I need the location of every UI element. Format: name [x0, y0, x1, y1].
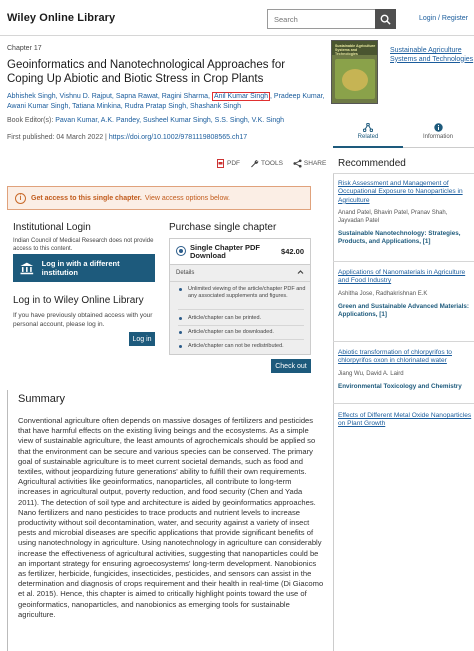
different-institution-button[interactable] [13, 254, 155, 282]
recommended-title[interactable]: Applications of Nanomaterials in Agriculture and Food Industry [338, 269, 466, 285]
doi-link[interactable]: https://doi.org/10.1002/9781119808565.ch17 [108, 134, 248, 141]
warning-icon: i [15, 193, 26, 204]
institutional-login-text: Indian Council of Medical Research does not provide access to this content. [13, 238, 154, 252]
author-list [7, 92, 325, 112]
pdf-icon [217, 159, 225, 168]
recommended-source[interactable]: Green and Sustainable Advanced Materials: Applications, [1] [338, 302, 469, 318]
summary-heading: Summary [18, 393, 66, 405]
site-header [0, 0, 474, 36]
tab-information[interactable] [403, 118, 473, 148]
book-cover-image[interactable] [331, 40, 378, 104]
recommended-source[interactable]: Sustainable Nanotechnology: Strategies, Products, and Applications, [1] [338, 230, 461, 246]
wrench-icon [250, 159, 259, 168]
detail-text: Unlimited viewing of the article/chapter PDF and any associated supplements and figures. [188, 286, 306, 299]
detail-text: Article/chapter can be printed. [188, 315, 262, 321]
recommended-title[interactable]: Risk Assessment and Management of Occupational Exposure to Nanoparticles in Agriculture [338, 180, 463, 204]
detail-item [188, 286, 306, 300]
detail-text: Article/chapter can not be redistributed. [188, 343, 284, 349]
chapter-number: Chapter 17 [7, 45, 42, 52]
details-panel [170, 265, 310, 354]
tab-related[interactable] [333, 118, 403, 148]
search-box [267, 9, 396, 29]
purchase-heading: Purchase single chapter [169, 222, 277, 233]
recommended-item [338, 180, 474, 246]
sidebar-tabs [333, 118, 474, 148]
author-links[interactable]: Abhishek Singh, Vishnu D. Rajput, Sapna Rawat, Ragini Sharma, [7, 93, 212, 100]
recommended-title[interactable]: Effects of Different Metal Oxide Nanoparticles on Plant Growth [338, 412, 472, 428]
pdf-button[interactable] [217, 159, 240, 168]
tab-related-label: Related [357, 134, 379, 140]
network-icon [363, 123, 373, 132]
different-institution-label: Log in with a different institution [41, 259, 120, 277]
institution-icon [20, 262, 34, 275]
highlighted-author[interactable]: Anil Kumar Singh [213, 93, 269, 100]
search-input[interactable] [268, 10, 376, 28]
access-banner [7, 186, 311, 210]
site-logo[interactable]: Wiley Online Library [7, 12, 116, 24]
tools-button[interactable] [250, 159, 283, 168]
login-register-link[interactable]: Login / Register [418, 15, 468, 22]
detail-item [188, 329, 306, 336]
detail-item [188, 343, 306, 350]
pdf-label: PDF [227, 160, 240, 167]
book-cover-title: Sustainable Agriculture Systems and Technologies [335, 44, 376, 57]
recommended-authors: Anand Patel, Bhavin Patel, Pranav Shah, Jayvadan Patel [338, 210, 448, 225]
recommended-list [333, 173, 474, 651]
chapter-title: Geoinformatics and Nanotechnological Approaches for Coping Up Abiotic and Biotic Stress in Crop Plants [7, 59, 286, 85]
article-tools [217, 159, 326, 168]
option-price: $42.00 [281, 247, 304, 256]
share-icon [293, 159, 302, 168]
purchase-option[interactable] [170, 239, 310, 265]
recommended-title[interactable]: Abiotic transformation of chlorpyrifos to chlorpyrifos oxon in chlorinated water [338, 349, 452, 365]
checkout-button[interactable]: Check out [271, 359, 311, 373]
summary-section [7, 390, 327, 651]
recommended-item [338, 269, 474, 319]
access-message: Get access to this single chapter. [31, 194, 142, 202]
log-in-button[interactable]: Log in [129, 332, 155, 346]
first-published: First published: 04 March 2022 [7, 134, 104, 141]
institutional-login-heading: Institutional Login [13, 222, 91, 233]
recommended-authors: Ashitha Jose, Radhakrishnan E.K [338, 290, 428, 297]
detail-text: Article/chapter can be downloaded. [188, 329, 274, 335]
publication-info: First published: 04 March 2022 | https://doi.org/10.1002/9781119808565.ch17 [7, 134, 248, 141]
info-icon [434, 123, 443, 132]
wol-login-text: If you have previously obtained access with your personal account, please log in. [13, 312, 153, 328]
wol-login-heading: Log in to Wiley Online Library [13, 295, 144, 306]
recommended-item [338, 412, 474, 429]
chevron-up-icon[interactable] [297, 269, 304, 275]
option-name: Single Chapter PDF Download [190, 243, 261, 260]
editor-links[interactable]: Pavan Kumar, A.K. Pandey, Susheel Kumar Singh, S.S. Singh, V.K. Singh [55, 117, 285, 124]
recommended-authors: Jiang Wu, David A. Laird [338, 370, 404, 377]
share-label: SHARE [303, 160, 327, 167]
recommended-heading: Recommended [338, 158, 406, 169]
search-button[interactable] [375, 9, 396, 29]
book-editors [7, 117, 284, 124]
details-toggle[interactable]: Details [176, 270, 195, 276]
access-options-link[interactable]: View access options below. [144, 194, 230, 202]
recommended-item [338, 349, 474, 391]
author-links-rest[interactable]: , Pradeep Kumar, Awani Kumar Singh, Tatiana Minkina, Rudra Pratap Singh, Shashank Singh [7, 93, 325, 110]
share-button[interactable] [293, 159, 326, 168]
summary-text: Conventional agriculture often depends on massive dosages of fertilizers and pesticides that have harmful effects on the existing living beings and the ecosystems. As a simple view of sustainable agriculture, the least amounts of agrochemicals should be applied so that the environment can be secure and various species can be conserved. The primary goal of sustainable agriculture is to meet current societal demands, such as food and textiles, without jeopardizing future generations' ability to fulfill their own requirements. Agricultural activities like geoinformatics, nanoparticles, all contribute to long-term increases in agricultural output, poverty reduction, and food security (Chen and Yada 2011). The detection of soil type and architecture is aided by geoinformatics approaches. Nano fertilizers and nano pesticides to trace products and nutrient levels to increase productivity without soil decontamination, water, and security against a variety of insect pests and microbial diseases are specific applications that provide significant benefits of using nanotechnology in agriculture. Using nanotechnology in agriculture can considerably increase the effectiveness of agricultural activities, suggesting that nanoparticles could be an important strategy for ensuring agroecosystems' long-term development. Nanobionics as fertilizer, herbicide, fungicides, insecticides, pesticides, and sensors can assist in the determination and diagnosis of crops requirement and their health in real-time (Di Giacomo et al. 2015). Hence, this chapter is aimed to critically highlight points toward the use of geoinformatics, nanoparticles, and nanobionics as emerging tools for sustainable agriculture. [18, 416, 324, 619]
tools-label: TOOLS [261, 160, 283, 167]
recommended-source[interactable]: Environmental Toxicology and Chemistry [338, 382, 462, 390]
detail-item [188, 315, 306, 322]
option-radio[interactable] [176, 246, 186, 256]
tab-information-label: Information [422, 134, 453, 140]
book-title-link[interactable]: Sustainable Agriculture Systems and Technologies [390, 47, 474, 63]
purchase-box [169, 238, 311, 355]
search-icon [380, 14, 391, 25]
editors-label: Book Editor(s): [7, 117, 54, 124]
